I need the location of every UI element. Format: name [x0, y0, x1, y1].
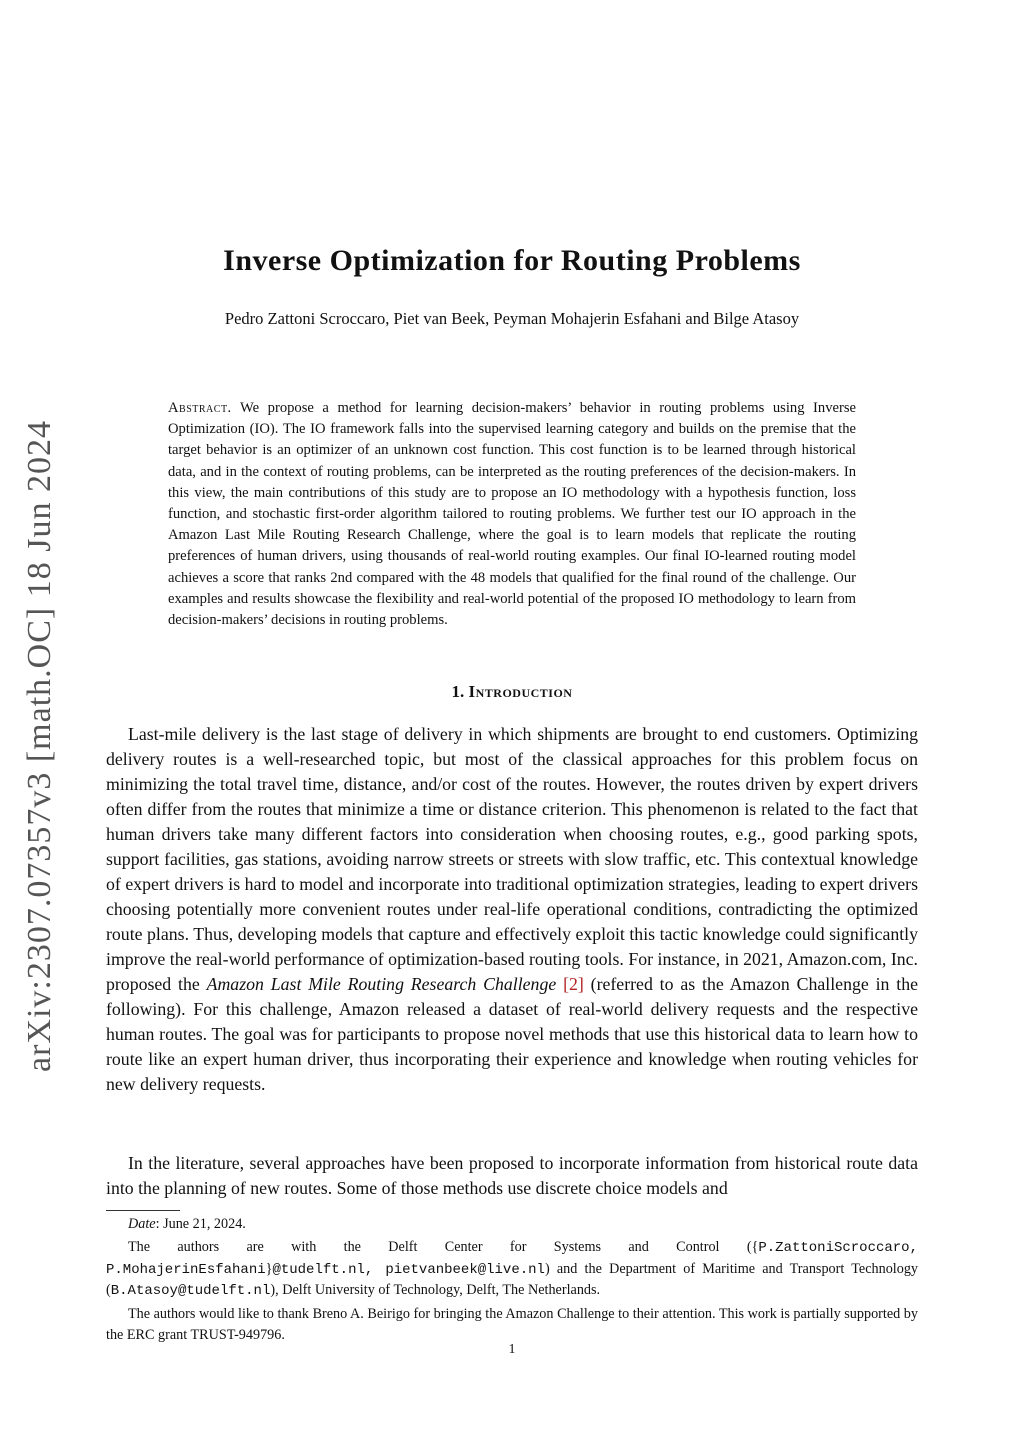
footnote-date [106, 1214, 918, 1235]
abstract-text: We propose a method for learning decision-makers’ behavior in routing problems using Inverse Optimization (IO). The IO framework falls into the supervised learning category and builds on the premise that the target behavior is an optimizer of an unknown cost function. This cost function is to be learned through historical data, and in the context of routing problems, can be interpreted as the routing preferences of the decision-makers. In this view, the main contributions of this study are to propose an IO methodology with a hypothesis function, loss function, and stochastic first-order algorithm tailored to routing problems. We further test our IO approach in the Amazon Last Mile Routing Research Challenge, where the goal is to learn models that replicate the routing preferences of human drivers, using thousands of real-world routing examples. Our final IO-learned routing model achieves a score that ranks 2nd compared with the 48 models that qualified for the final round of the challenge. Our examples and results showcase the flexibility and real-world potential of the proposed IO methodology to learn from decision-makers’ decisions in routing problems. [168, 400, 857, 629]
footnote-affiliation [106, 1237, 918, 1302]
intro-p1-text-b: (referred to as the Amazon Challenge in the following). For this challenge, Amazon released a dataset of real-world delivery requests and the respective human routes. The goal was for participants to propose novel methods that use this historical data to learn how to route like an expert human driver, thus incorporating their experience and knowledge when routing vehicles for new delivery requests. [106, 974, 918, 1094]
aff-text-b: } [265, 1260, 273, 1277]
arxiv-identifier: arXiv:2307.07357v3 [math.OC] 18 Jun 2024 [21, 420, 58, 1072]
intro-paragraph-1 [106, 722, 918, 1097]
section-heading [100, 682, 924, 702]
section-title: Introduction [468, 682, 573, 701]
email-domains: @tudelft.nl, pietvanbeek@live.nl [272, 1261, 545, 1278]
paper-title: Inverse Optimization for Routing Problems [223, 244, 801, 277]
intro-p1-text-a: Last-mile delivery is the last stage of delivery in which shipments are brought to end customers. Optimizing delivery routes is a well-researched topic, but most of the classical approaches for this problem focus on minimizing the total travel time, distance, and/or cost of the routes. However, the routes driven by expert drivers often differ from the routes that minimize a time or distance criterion. This phenomenon is related to the fact that human drivers take many different factors into consideration when choosing routes, e.g., good parking spots, support facilities, gas stations, avoiding narrow streets or streets with slow traffic, etc. This contextual knowledge of expert drivers is hard to model and incorporate into traditional optimization strategies, leading to expert drivers choosing potentially more convenient routes under real-life operational conditions, contradicting the optimized route plans. Thus, developing models that capture and effectively exploit this tactic knowledge could significantly improve the real-world performance of optimization-based routing tools. For instance, in 2021, Amazon.com, Inc. proposed the [106, 724, 918, 994]
intro-paragraph-2: In the literature, several approaches have been proposed to incorporate information from historical route data into the planning of new routes. Some of those methods use discrete choice models and [106, 1153, 918, 1198]
page-number: 1 [508, 1342, 516, 1357]
date-value: : June 21, 2024. [155, 1216, 246, 1232]
citation-link[interactable]: [2] [563, 974, 584, 994]
footnotes [106, 1214, 918, 1346]
abstract [168, 398, 856, 631]
author-list: Pedro Zattoni Scroccaro, Piet van Beek, Peyman Mohajerin Esfahani and Bilge Atasoy [224, 309, 800, 328]
abstract-label: Abstract. [168, 400, 232, 416]
email-atasoy: B.Atasoy@tudelft.nl [110, 1283, 271, 1300]
challenge-name: Amazon Last Mile Routing Research Challenge [206, 974, 557, 994]
section-number: 1. [451, 682, 465, 701]
footnote-acknowledgement: The authors would like to thank Breno A. Beirigo for bringing the Amazon Challenge to their attention. This work is partially supported by the ERC grant TRUST-949796. [106, 1306, 918, 1343]
email-group: P.ZattoniScroccaro, P.MohajerinEsfahani [106, 1239, 918, 1278]
aff-text-c: ) and the Department of Maritime and Transport Technology ( [106, 1260, 919, 1299]
footnote-divider [106, 1210, 180, 1211]
date-label: Date [128, 1216, 156, 1232]
aff-text-a: The authors are with the Delft Center for Systems and Control ({ [128, 1238, 759, 1255]
aff-text-d: ), Delft University of Technology, Delft, The Netherlands. [270, 1282, 601, 1299]
